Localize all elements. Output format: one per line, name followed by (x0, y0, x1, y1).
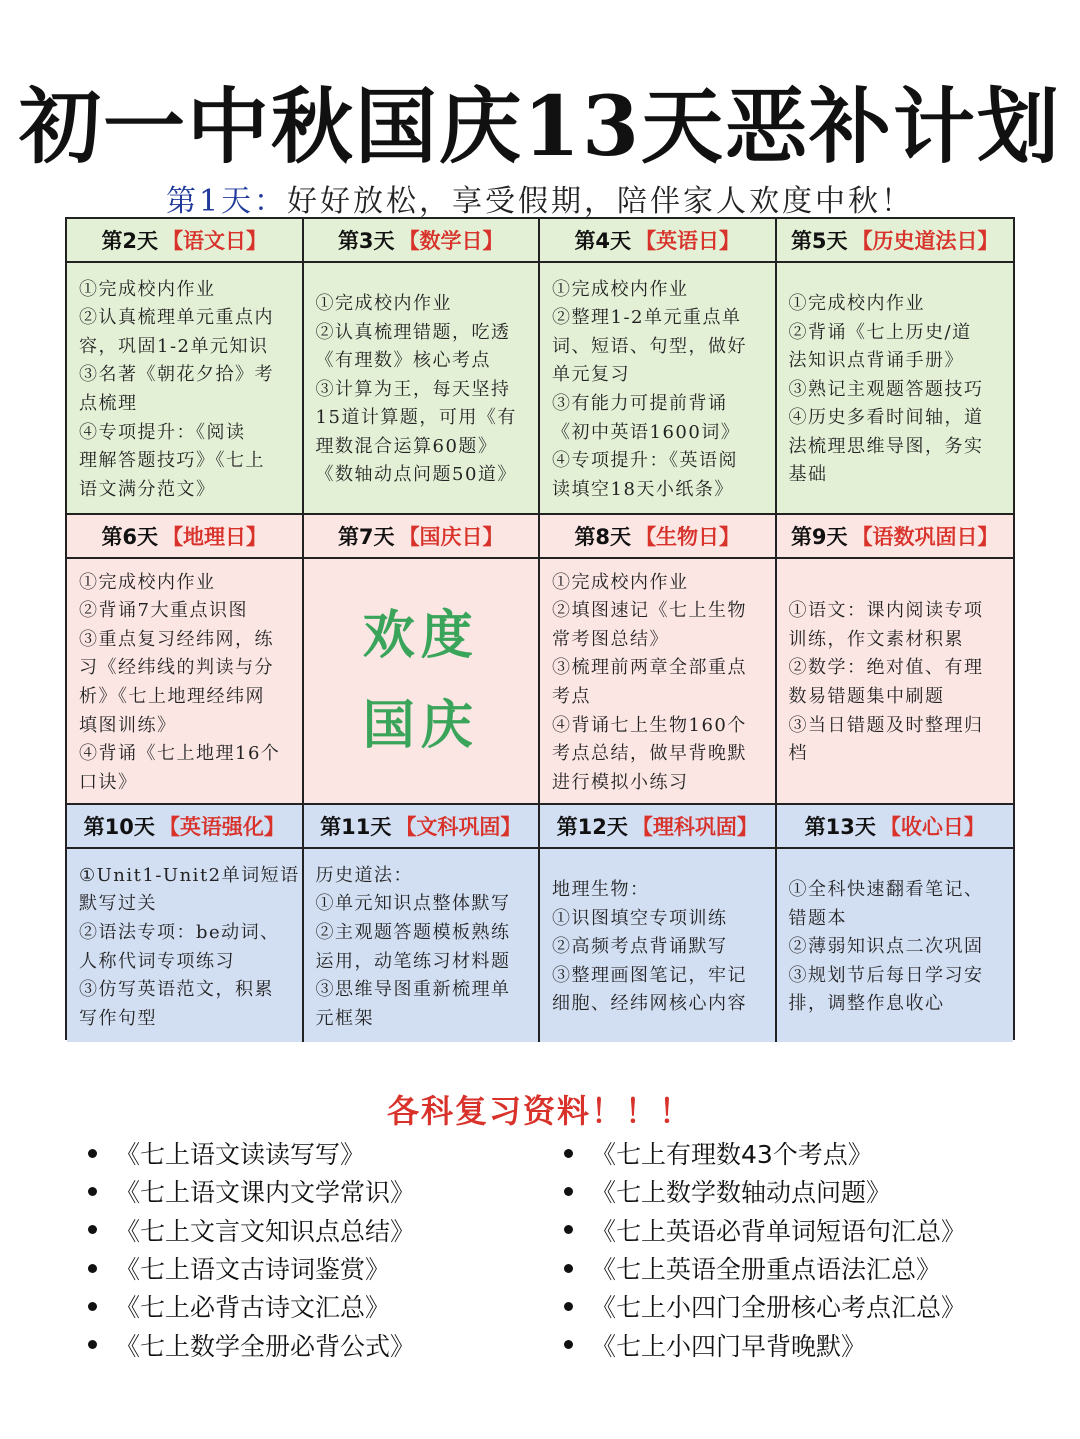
task-line: ②整理1-2单元重点单 (552, 307, 742, 329)
task-line: 地理生物： (552, 879, 650, 901)
resource-item (88, 1134, 415, 1172)
resource-title: 《七上必背古诗文汇总》 (115, 1293, 391, 1323)
day-subject: 【数学日】 (398, 229, 504, 253)
task-line: ①完成校内作业 (315, 292, 452, 314)
day-number: 第5天 (790, 229, 848, 253)
day1-text: 好好放松，享受假期，陪伴家人欢度中秋！ (287, 184, 915, 219)
task-line: 单元复习 (552, 364, 630, 386)
day-tasks (67, 263, 304, 515)
resource-title: 《七上数学数轴动点问题》 (591, 1178, 892, 1208)
resource-item (88, 1172, 415, 1210)
resource-title: 《七上英语全册重点语法汇总》 (591, 1255, 942, 1285)
day-number: 第13天 (804, 815, 876, 839)
day-subject: 【生物日】 (635, 525, 741, 549)
day-subject: 【文科巩固】 (395, 815, 522, 839)
task-line: ③名著《朝花夕拾》考 (79, 364, 274, 386)
task-line: 考点总结，做早背晚默 (552, 743, 747, 765)
day-number: 第6天 (101, 525, 159, 549)
bullet-icon (564, 1264, 573, 1273)
resource-item (88, 1249, 415, 1287)
resource-item (88, 1325, 415, 1363)
task-line: 元框架 (315, 1007, 374, 1029)
task-line: 默写过关 (79, 893, 157, 915)
task-line: ③规划节后每日学习安 (788, 964, 984, 986)
day-header (540, 805, 777, 849)
day-header (304, 515, 541, 559)
day-tasks (540, 849, 777, 1042)
resource-item (564, 1325, 966, 1363)
day-header (777, 805, 1014, 849)
resource-title: 《七上语文古诗词鉴赏》 (115, 1255, 391, 1285)
day-number: 第12天 (556, 815, 628, 839)
task-line: ③重点复习经纬网，练 (79, 628, 274, 650)
task-line: ②填图速记《七上生物 (552, 600, 747, 622)
task-line: ③熟记主观题答题技巧 (788, 378, 984, 400)
task-line: ③梳理前两章全部重点 (552, 657, 747, 679)
day-header (777, 515, 1014, 559)
task-line: ②背诵7大重点识图 (79, 600, 248, 622)
page-title: 初一中秋国庆13天恶补计划 (18, 79, 1062, 175)
task-line: ②认真梳理单元重点内 (79, 307, 274, 329)
task-line: 《有理数》核心考点 (315, 350, 491, 372)
day-header (67, 515, 304, 559)
day-header (67, 805, 304, 849)
day-tasks (67, 849, 304, 1042)
day-tasks (304, 849, 541, 1042)
task-line: 理解答题技巧》《七上 (79, 450, 265, 472)
task-line: 点梳理 (79, 393, 138, 414)
task-line: ①识图填空专项训练 (552, 907, 728, 929)
holiday-text: 国庆 (362, 695, 479, 756)
task-line: 词、短语、句型，做好 (552, 335, 747, 357)
task-line: 容，巩固1-2单元知识 (79, 335, 269, 357)
task-line: ②数学：绝对值、有理 (788, 657, 984, 679)
task-line: 理数混合运算60题》 (315, 435, 498, 457)
day-tasks (777, 559, 1014, 805)
resource-item (88, 1287, 415, 1325)
day-subject: 【理科巩固】 (631, 815, 758, 839)
task-line: 析》《七上地理经纬网 (79, 686, 265, 707)
resource-title: 《七上语文课内文学常识》 (115, 1178, 416, 1208)
day-header (540, 219, 777, 263)
plan-table (65, 217, 1015, 1040)
task-line: ①完成校内作业 (79, 571, 216, 593)
day-number: 第9天 (790, 525, 848, 549)
bullet-icon (564, 1187, 573, 1196)
bullet-icon (88, 1225, 97, 1234)
task-line: 训练，作文素材积累 (788, 628, 964, 650)
task-line: ④专项提升：《英语阅 (552, 450, 738, 472)
holiday-text: 欢度 (362, 605, 479, 666)
bullet-icon (88, 1149, 97, 1158)
resource-title: 《七上文言文知识点总结》 (115, 1216, 416, 1246)
day-subject: 【英语强化】 (158, 815, 285, 839)
resource-title: 《七上英语必背单词短语句汇总》 (591, 1216, 967, 1246)
task-line: ④专项提升：《阅读 (79, 421, 246, 443)
resources-list-left (88, 1134, 415, 1364)
day-tasks (304, 263, 541, 515)
task-line: ③计算为王，每天坚持 (315, 378, 511, 400)
task-line: 细胞、经纬网核心内容 (552, 993, 747, 1015)
day-tasks (777, 263, 1014, 515)
task-line: ①语文：课内阅读专项 (788, 600, 984, 622)
task-line: ②高频考点背诵默写 (552, 936, 728, 958)
task-line: ④背诵七上生物160个 (552, 714, 747, 736)
day-header (304, 805, 541, 849)
bullet-icon (88, 1187, 97, 1196)
day-number: 第8天 (574, 525, 632, 549)
bullet-icon (564, 1340, 573, 1349)
task-line: ①Unit1-Unit2单词短语 (79, 864, 300, 886)
task-line: 考点 (552, 686, 591, 707)
day-tasks (777, 849, 1014, 1042)
task-line: ③仿写英语范文，积累 (79, 979, 274, 1001)
task-line: ②薄弱知识点二次巩固 (788, 936, 984, 958)
day-tasks (540, 263, 777, 515)
task-line: 15道计算题，可用《有 (315, 407, 517, 429)
task-line: 《数轴动点问题50道》 (315, 464, 517, 486)
task-line: 人称代词专项练习 (79, 950, 235, 972)
task-line: 基础 (788, 464, 828, 486)
resource-item (564, 1287, 966, 1325)
task-line: ③思维导图重新梳理单 (315, 979, 511, 1001)
day-subject: 【历史道法日】 (851, 229, 999, 253)
task-line: 写作句型 (79, 1007, 157, 1029)
task-line: 习《经纬线的判读与分 (79, 657, 274, 679)
day-number: 第4天 (574, 229, 632, 253)
task-line: 《初中英语1600词》 (552, 421, 741, 443)
resource-title: 《七上语文读读写写》 (115, 1140, 366, 1170)
day-number: 第11天 (320, 815, 392, 839)
task-line: ②背诵《七上历史/道 (788, 321, 972, 343)
task-line: 常考图总结》 (552, 628, 669, 650)
bullet-icon (564, 1225, 573, 1234)
day-subject: 【国庆日】 (398, 525, 504, 549)
resource-title: 《七上数学全册必背公式》 (115, 1331, 416, 1361)
task-line: ③有能力可提前背诵 (552, 393, 728, 414)
task-line: ①单元知识点整体默写 (315, 893, 511, 915)
day-number: 第7天 (337, 525, 395, 549)
day1-note (0, 176, 1080, 220)
resources-list-right (564, 1134, 966, 1364)
day-tasks (67, 559, 304, 805)
day-tasks (540, 559, 777, 805)
resource-item (564, 1172, 966, 1210)
task-line: 运用，动笔练习材料题 (315, 950, 511, 972)
task-line: 进行模拟小练习 (552, 771, 689, 793)
task-line: ①完成校内作业 (552, 278, 689, 300)
resource-title: 《七上小四门早背晚默》 (591, 1331, 867, 1361)
resource-item (88, 1211, 415, 1249)
task-line: 读填空18天小纸条》 (552, 478, 734, 500)
task-line: 法梳理思维导图，务实 (788, 435, 984, 457)
day1-label: 第1天： (165, 184, 288, 219)
task-line: ①完成校内作业 (552, 571, 689, 593)
task-line: ②认真梳理错题，吃透 (315, 321, 511, 343)
day-number: 第3天 (337, 229, 395, 253)
task-line: ①完成校内作业 (788, 292, 925, 314)
task-line: 数易错题集中刷题 (788, 686, 945, 707)
task-line: ③整理画图笔记，牢记 (552, 964, 747, 986)
task-line: ③当日错题及时整理归 (788, 714, 984, 736)
bullet-icon (88, 1340, 97, 1349)
task-line: 语文满分范文》 (79, 478, 216, 500)
day-header (777, 219, 1014, 263)
bullet-icon (564, 1302, 573, 1311)
day-header (540, 515, 777, 559)
resource-title: 《七上有理数43个考点》 (591, 1140, 873, 1170)
day-number: 第2天 (101, 229, 159, 253)
task-line: ①全科快速翻看笔记、 (788, 879, 984, 901)
task-line: ②主观题答题模板熟练 (315, 921, 511, 943)
task-line: ②语法专项：be动词、 (79, 921, 280, 943)
day-subject: 【地理日】 (162, 525, 268, 549)
day-subject: 【语数巩固日】 (851, 525, 999, 549)
resource-title: 《七上小四门全册核心考点汇总》 (591, 1293, 967, 1323)
task-line: 填图训练》 (79, 714, 177, 736)
task-line: ④背诵《七上地理16个 (79, 743, 281, 765)
day-header (67, 219, 304, 263)
bullet-icon (88, 1302, 97, 1311)
resources-title: 各科复习资料！！！ (386, 1092, 693, 1130)
task-line: ④历史多看时间轴，道 (788, 407, 984, 429)
task-line: 口诀》 (79, 771, 138, 793)
task-line: ①完成校内作业 (79, 278, 216, 300)
bullet-icon (564, 1149, 573, 1158)
day-header (304, 219, 541, 263)
task-line: 错题本 (788, 907, 847, 929)
task-line: 排，调整作息收心 (788, 993, 945, 1015)
task-line: 历史道法： (315, 864, 413, 886)
holiday-banner (304, 559, 541, 805)
day-subject: 【收心日】 (879, 815, 985, 839)
resource-item (564, 1134, 966, 1172)
day-number: 第10天 (83, 815, 155, 839)
resource-item (564, 1211, 966, 1249)
task-line: 档 (788, 743, 808, 765)
resource-item (564, 1249, 966, 1287)
day-subject: 【语文日】 (162, 229, 268, 253)
bullet-icon (88, 1264, 97, 1273)
task-line: 法知识点背诵手册》 (788, 350, 964, 372)
day-subject: 【英语日】 (635, 229, 741, 253)
